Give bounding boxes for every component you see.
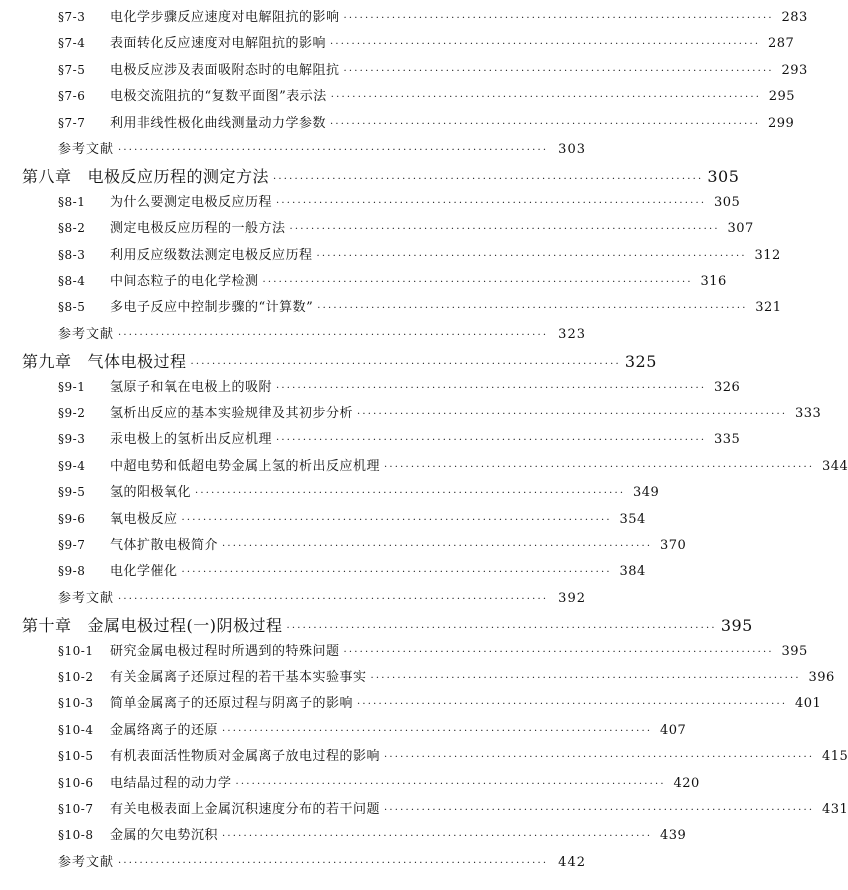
section-number: §8-3 bbox=[58, 247, 86, 262]
page-number: 431 bbox=[821, 802, 848, 817]
page-number: 293 bbox=[781, 62, 808, 78]
page-number: 335 bbox=[713, 432, 741, 448]
page-number: 439 bbox=[659, 828, 687, 844]
section-title: 气体扩散电极简介 bbox=[110, 538, 219, 553]
page-number: 283 bbox=[781, 10, 808, 25]
dot-leader: ················································································ bbox=[181, 567, 612, 579]
section-title: 氧电极反应 bbox=[110, 511, 178, 527]
page-number: 344 bbox=[821, 458, 848, 474]
section-number: §8-2 bbox=[58, 221, 86, 236]
toc-section-row bbox=[58, 534, 687, 553]
page-number: 349 bbox=[632, 485, 660, 501]
section-number: §7-7 bbox=[58, 115, 86, 130]
dot-leader: ················································································ bbox=[276, 382, 707, 394]
section-title: 为什么要测定电极反应历程 bbox=[110, 194, 273, 210]
page-number: 395 bbox=[781, 643, 808, 659]
dot-leader: ················································································ bbox=[273, 174, 704, 186]
toc-section-row bbox=[58, 666, 835, 685]
page-number: 392 bbox=[558, 590, 586, 606]
dot-leader: ················································································ bbox=[330, 118, 761, 130]
dot-leader: ················································································ bbox=[343, 646, 774, 658]
section-number: §7-4 bbox=[58, 36, 86, 51]
page-number: 321 bbox=[755, 300, 782, 316]
toc-section-row bbox=[58, 112, 795, 131]
section-title: 有关电极表面上金属沉积速度分布的若干问题 bbox=[110, 802, 381, 817]
chapter-number: 第九章 bbox=[22, 352, 72, 372]
dot-leader: ················································································ bbox=[222, 725, 653, 737]
chapter-number: 第八章 bbox=[22, 167, 72, 187]
section-title: 表面转化反应速度对电解阻抗的影响 bbox=[110, 36, 327, 52]
toc-section-row bbox=[58, 296, 782, 316]
dot-leader: ················································································ bbox=[181, 514, 612, 526]
section-number: §7-3 bbox=[58, 10, 86, 24]
page-number: 303 bbox=[558, 142, 586, 157]
section-number: §10-5 bbox=[58, 749, 94, 764]
section-title: 测定电极反应历程的一般方法 bbox=[110, 221, 286, 237]
chapter-title: 金属电极过程(一)阴极过程 bbox=[87, 616, 283, 636]
section-title: 电极交流阻抗的“复数平面图”表示法 bbox=[110, 89, 327, 105]
page-number: 299 bbox=[767, 115, 795, 131]
dot-leader: ················································································ bbox=[118, 145, 549, 156]
references-label: 参考文献 bbox=[58, 142, 115, 157]
section-title: 电化学催化 bbox=[110, 564, 178, 580]
page-number: 287 bbox=[767, 36, 795, 52]
page-number: 415 bbox=[821, 749, 848, 765]
toc-section-row bbox=[58, 270, 727, 289]
page-number: 323 bbox=[558, 326, 586, 342]
dot-leader: ················································································ bbox=[262, 277, 693, 288]
toc-references-row bbox=[58, 587, 586, 606]
dot-leader: ················································································ bbox=[357, 699, 788, 711]
section-title: 中超电势和低超电势金属上氢的析出反应机理 bbox=[110, 458, 381, 474]
section-number: §10-4 bbox=[58, 722, 94, 737]
page-number: 407 bbox=[659, 722, 687, 738]
section-number: §8-1 bbox=[58, 194, 86, 209]
section-title: 汞电极上的氢析出反应机理 bbox=[110, 432, 273, 448]
dot-leader: ················································································ bbox=[190, 359, 621, 371]
toc-section-row bbox=[58, 719, 687, 738]
toc-section-row bbox=[58, 85, 796, 105]
dot-leader: ················································································ bbox=[330, 92, 762, 104]
references-label: 参考文献 bbox=[58, 854, 115, 870]
dot-leader: ················································································ bbox=[222, 541, 653, 552]
toc-section-row bbox=[58, 481, 660, 501]
section-number: §10-3 bbox=[58, 696, 94, 711]
toc-references-row bbox=[58, 323, 586, 342]
toc-section-row bbox=[58, 772, 700, 791]
toc-references-row bbox=[58, 138, 586, 157]
section-number: §8-5 bbox=[58, 300, 86, 315]
section-title: 研究金属电极过程时所遇到的特殊问题 bbox=[110, 643, 340, 659]
toc-section-row bbox=[58, 508, 646, 527]
section-number: §9-5 bbox=[58, 485, 86, 500]
section-number: §9-1 bbox=[58, 379, 86, 394]
dot-leader: ················································································ bbox=[317, 303, 748, 315]
toc-section-row bbox=[58, 6, 808, 25]
section-number: §9-8 bbox=[58, 564, 86, 579]
references-label: 参考文献 bbox=[58, 590, 115, 606]
section-number: §8-4 bbox=[58, 274, 86, 288]
section-title: 金属的欠电势沉积 bbox=[110, 828, 219, 844]
page-number: 326 bbox=[713, 379, 741, 395]
page-number: 401 bbox=[794, 696, 822, 712]
section-title: 有机表面活性物质对金属离子放电过程的影响 bbox=[110, 749, 381, 765]
page-number: 312 bbox=[754, 247, 781, 263]
page-number: 442 bbox=[558, 854, 586, 870]
page-number: 325 bbox=[624, 352, 657, 372]
section-title: 氢原子和氧在电极上的吸附 bbox=[110, 379, 273, 395]
toc-section-row bbox=[58, 798, 848, 817]
page-number: 384 bbox=[619, 564, 646, 580]
section-number: §10-2 bbox=[58, 670, 94, 684]
dot-leader: ················································································ bbox=[384, 752, 815, 764]
page-number: 354 bbox=[619, 511, 646, 527]
toc-section-row bbox=[58, 376, 741, 395]
page-number: 420 bbox=[673, 775, 700, 791]
dot-leader: ················································································ bbox=[384, 805, 815, 816]
page-number: 316 bbox=[700, 274, 727, 289]
section-title: 利用反应级数法测定电极反应历程 bbox=[110, 247, 313, 263]
page-number: 295 bbox=[768, 89, 796, 105]
section-title: 氢的阳极氧化 bbox=[110, 485, 192, 501]
section-number: §9-4 bbox=[58, 458, 86, 473]
toc-section-row bbox=[58, 455, 848, 474]
dot-leader: ················································································ bbox=[370, 673, 801, 684]
toc-chapter-row bbox=[22, 164, 740, 187]
toc-section-row bbox=[58, 244, 781, 263]
section-title: 电极反应涉及表面吸附态时的电解阻抗 bbox=[110, 62, 340, 78]
page-number: 305 bbox=[713, 194, 741, 210]
chapter-number: 第十章 bbox=[22, 616, 72, 636]
section-number: §9-3 bbox=[58, 432, 86, 447]
dot-leader: ················································································ bbox=[384, 461, 815, 473]
toc-chapter-row bbox=[22, 613, 753, 636]
dot-leader: ················································································ bbox=[289, 224, 720, 236]
toc-section-row bbox=[58, 402, 822, 421]
dot-leader: ················································································ bbox=[222, 831, 653, 843]
section-title: 简单金属离子的还原过程与阴离子的影响 bbox=[110, 696, 354, 712]
toc-section-row bbox=[58, 824, 687, 844]
toc-section-row bbox=[58, 428, 741, 448]
page-number: 370 bbox=[659, 538, 687, 553]
section-number: §10-6 bbox=[58, 775, 94, 790]
dot-leader: ················································································ bbox=[276, 197, 707, 209]
dot-leader: ················································································ bbox=[316, 250, 747, 262]
page-number: 395 bbox=[720, 616, 753, 636]
dot-leader: ················································································ bbox=[276, 435, 707, 447]
section-number: §10-7 bbox=[58, 802, 94, 816]
dot-leader: ················································································ bbox=[118, 593, 549, 605]
toc-references-row bbox=[58, 851, 586, 870]
toc-section-row bbox=[58, 560, 646, 580]
dot-leader: ················································································ bbox=[343, 65, 774, 77]
dot-leader: ················································································ bbox=[195, 488, 626, 500]
section-number: §9-6 bbox=[58, 511, 86, 526]
toc-section-row bbox=[58, 59, 808, 78]
section-title: 中间态粒子的电化学检测 bbox=[110, 274, 259, 289]
section-number: §10-8 bbox=[58, 828, 94, 843]
dot-leader: ················································································ bbox=[330, 39, 761, 51]
references-label: 参考文献 bbox=[58, 326, 115, 342]
section-number: §7-5 bbox=[58, 62, 86, 77]
dot-leader: ················································································ bbox=[343, 13, 774, 24]
dot-leader: ················································································ bbox=[118, 857, 549, 869]
chapter-title: 电极反应历程的测定方法 bbox=[87, 167, 270, 187]
toc-section-row bbox=[58, 640, 808, 659]
section-title: 多电子反应中控制步骤的“计算数” bbox=[110, 300, 314, 316]
dot-leader: ················································································ bbox=[118, 329, 549, 341]
section-title: 有关金属离子还原过程的若干基本实验事实 bbox=[110, 670, 367, 685]
section-title: 电化学步骤反应速度对电解阻抗的影响 bbox=[110, 10, 340, 25]
toc-section-row bbox=[58, 692, 822, 712]
page-number: 307 bbox=[727, 221, 754, 237]
section-number: §7-6 bbox=[58, 89, 86, 104]
toc-chapter-row bbox=[22, 349, 657, 372]
section-title: 电结晶过程的动力学 bbox=[110, 775, 232, 791]
section-number: §9-2 bbox=[58, 406, 86, 420]
section-title: 氢析出反应的基本实验规律及其初步分析 bbox=[110, 406, 354, 421]
section-title: 利用非线性极化曲线测量动力学参数 bbox=[110, 115, 327, 131]
section-title: 金属络离子的还原 bbox=[110, 722, 219, 738]
chapter-title: 气体电极过程 bbox=[87, 352, 187, 372]
page-number: 396 bbox=[808, 670, 835, 685]
dot-leader: ················································································ bbox=[235, 778, 666, 790]
page-number: 333 bbox=[794, 406, 822, 421]
section-number: §10-1 bbox=[58, 643, 94, 658]
page-number: 305 bbox=[707, 167, 740, 187]
dot-leader: ················································································ bbox=[357, 409, 788, 420]
dot-leader: ················································································ bbox=[286, 623, 717, 635]
toc-section-row bbox=[58, 191, 741, 210]
toc-section-row bbox=[58, 32, 795, 52]
section-number: §9-7 bbox=[58, 538, 86, 552]
toc-section-row bbox=[58, 745, 848, 765]
toc-section-row bbox=[58, 217, 754, 237]
